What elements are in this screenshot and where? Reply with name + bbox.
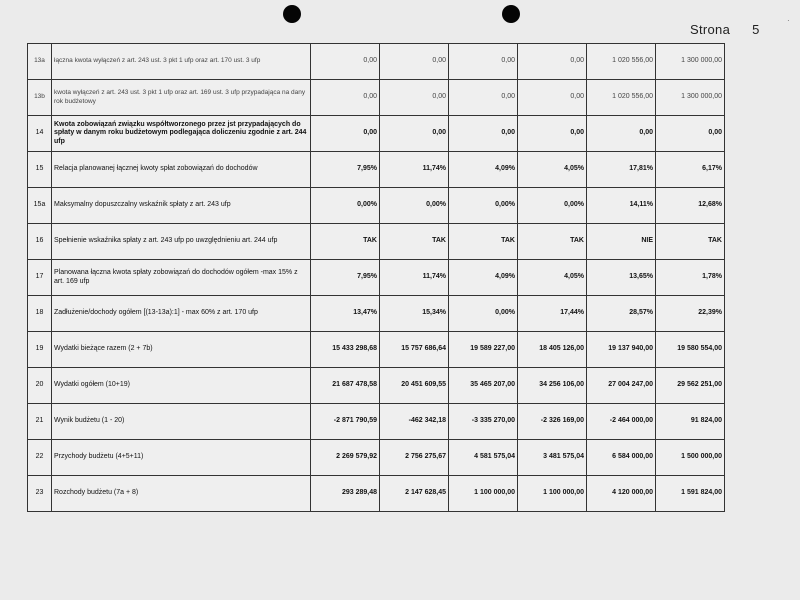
value-cell: TAK: [311, 224, 380, 260]
table-row: [28, 404, 725, 440]
value-cell: 34 256 106,00: [518, 368, 587, 404]
value-cell: 0,00: [656, 116, 725, 152]
value-cell: 29 562 251,00: [656, 368, 725, 404]
value-cell: 0,00%: [449, 188, 518, 224]
row-number: 20: [28, 368, 52, 404]
row-number: 16: [28, 224, 52, 260]
value-cell: 7,95%: [311, 260, 380, 296]
value-cell: 15 757 686,64: [380, 332, 449, 368]
value-cell: 1 500 000,00: [656, 440, 725, 476]
table-row: [28, 476, 725, 512]
row-description: Wynik budżetu (1 - 20): [52, 404, 311, 440]
value-cell: 4 120 000,00: [587, 476, 656, 512]
value-cell: 12,68%: [656, 188, 725, 224]
value-cell: 0,00: [311, 44, 380, 80]
row-description: kwota wyłączeń z art. 243 ust. 3 pkt 1 ufp oraz art. 169 ust. 3 ufp przypadająca na dany rok budżetowy: [52, 80, 311, 116]
value-cell: 17,44%: [518, 296, 587, 332]
value-cell: 15,34%: [380, 296, 449, 332]
value-cell: 1 020 556,00: [587, 80, 656, 116]
row-number: 15a: [28, 188, 52, 224]
value-cell: 0,00: [380, 116, 449, 152]
value-cell: 1 100 000,00: [449, 476, 518, 512]
row-description: Spełnienie wskaźnika spłaty z art. 243 ufp po uwzględnieniu art. 244 ufp: [52, 224, 311, 260]
row-number: 21: [28, 404, 52, 440]
row-description: Zadłużenie/dochody ogółem [(13-13a):1] - max 60% z art. 170 ufp: [52, 296, 311, 332]
table-row: [28, 152, 725, 188]
value-cell: 2 147 628,45: [380, 476, 449, 512]
value-cell: 13,47%: [311, 296, 380, 332]
table-row: [28, 296, 725, 332]
value-cell: 17,81%: [587, 152, 656, 188]
page-indicator: [690, 22, 760, 37]
value-cell: 4,09%: [449, 152, 518, 188]
table-row: [28, 116, 725, 152]
punch-hole-left: [283, 5, 301, 23]
value-cell: 19 580 554,00: [656, 332, 725, 368]
value-cell: TAK: [449, 224, 518, 260]
value-cell: 7,95%: [311, 152, 380, 188]
value-cell: 4,05%: [518, 260, 587, 296]
table-row: [28, 260, 725, 296]
table-row: [28, 440, 725, 476]
value-cell: 0,00%: [449, 296, 518, 332]
row-description: Wydatki bieżące razem (2 + 7b): [52, 332, 311, 368]
value-cell: 1,78%: [656, 260, 725, 296]
value-cell: 2 269 579,92: [311, 440, 380, 476]
value-cell: 0,00: [449, 80, 518, 116]
row-description: Kwota zobowiązań związku współtworzonego przez jst przypadających do spłaty w danym roku budżetowym podlegająca doliczeniu zgodnie z art. 244 ufp: [52, 116, 311, 152]
value-cell: 0,00: [587, 116, 656, 152]
page-label: Strona: [690, 22, 731, 37]
value-cell: 4,05%: [518, 152, 587, 188]
value-cell: TAK: [518, 224, 587, 260]
row-number: 17: [28, 260, 52, 296]
value-cell: 4,09%: [449, 260, 518, 296]
row-description: Planowana łączna kwota spłaty zobowiązań do dochodów ogółem -max 15% z art. 169 ufp: [52, 260, 311, 296]
table-row: [28, 44, 725, 80]
row-number: 15: [28, 152, 52, 188]
value-cell: TAK: [656, 224, 725, 260]
value-cell: -3 335 270,00: [449, 404, 518, 440]
value-cell: 0,00: [518, 116, 587, 152]
value-cell: -2 871 790,59: [311, 404, 380, 440]
value-cell: 0,00: [518, 80, 587, 116]
value-cell: 11,74%: [380, 152, 449, 188]
page-number: 5: [752, 22, 760, 37]
value-cell: 22,39%: [656, 296, 725, 332]
value-cell: 0,00: [311, 80, 380, 116]
value-cell: 3 481 575,04: [518, 440, 587, 476]
value-cell: 0,00: [449, 44, 518, 80]
value-cell: 4 581 575,04: [449, 440, 518, 476]
value-cell: -462 342,18: [380, 404, 449, 440]
value-cell: 0,00%: [380, 188, 449, 224]
value-cell: 1 100 000,00: [518, 476, 587, 512]
value-cell: 0,00: [518, 44, 587, 80]
value-cell: 13,65%: [587, 260, 656, 296]
row-description: łączna kwota wyłączeń z art. 243 ust. 3 pkt 1 ufp oraz art. 170 ust. 3 ufp: [52, 44, 311, 80]
row-number: 13b: [28, 80, 52, 116]
value-cell: 11,74%: [380, 260, 449, 296]
value-cell: 0,00: [380, 80, 449, 116]
value-cell: 15 433 298,68: [311, 332, 380, 368]
value-cell: 0,00%: [311, 188, 380, 224]
value-cell: 0,00%: [518, 188, 587, 224]
value-cell: 27 004 247,00: [587, 368, 656, 404]
value-cell: -2 326 169,00: [518, 404, 587, 440]
value-cell: 19 589 227,00: [449, 332, 518, 368]
value-cell: 1 300 000,00: [656, 44, 725, 80]
budget-table: [27, 43, 725, 512]
row-description: Wydatki ogółem (10+19): [52, 368, 311, 404]
value-cell: 6,17%: [656, 152, 725, 188]
value-cell: 2 756 275,67: [380, 440, 449, 476]
value-cell: 1 300 000,00: [656, 80, 725, 116]
row-description: Relacja planowanej łącznej kwoty spłat zobowiązań do dochodów: [52, 152, 311, 188]
value-cell: 19 137 940,00: [587, 332, 656, 368]
row-number: 14: [28, 116, 52, 152]
value-cell: 0,00: [311, 116, 380, 152]
value-cell: 1 591 824,00: [656, 476, 725, 512]
row-number: 19: [28, 332, 52, 368]
table-row: [28, 224, 725, 260]
value-cell: TAK: [380, 224, 449, 260]
value-cell: 293 289,48: [311, 476, 380, 512]
row-number: 13a: [28, 44, 52, 80]
value-cell: 91 824,00: [656, 404, 725, 440]
value-cell: 0,00: [380, 44, 449, 80]
value-cell: 35 465 207,00: [449, 368, 518, 404]
value-cell: 14,11%: [587, 188, 656, 224]
value-cell: 21 687 478,58: [311, 368, 380, 404]
row-description: Przychody budżetu (4+5+11): [52, 440, 311, 476]
table-row: [28, 332, 725, 368]
table-row: [28, 368, 725, 404]
value-cell: 18 405 126,00: [518, 332, 587, 368]
value-cell: 28,57%: [587, 296, 656, 332]
value-cell: 0,00: [449, 116, 518, 152]
scan-mark: ·: [787, 16, 790, 25]
value-cell: NIE: [587, 224, 656, 260]
row-number: 22: [28, 440, 52, 476]
value-cell: 1 020 556,00: [587, 44, 656, 80]
row-description: Rozchody budżetu (7a + 8): [52, 476, 311, 512]
punch-hole-right: [502, 5, 520, 23]
table-row: [28, 80, 725, 116]
row-number: 23: [28, 476, 52, 512]
row-number: 18: [28, 296, 52, 332]
table-row: [28, 188, 725, 224]
row-description: Maksymalny dopuszczalny wskaźnik spłaty z art. 243 ufp: [52, 188, 311, 224]
value-cell: 20 451 609,55: [380, 368, 449, 404]
value-cell: 6 584 000,00: [587, 440, 656, 476]
value-cell: -2 464 000,00: [587, 404, 656, 440]
